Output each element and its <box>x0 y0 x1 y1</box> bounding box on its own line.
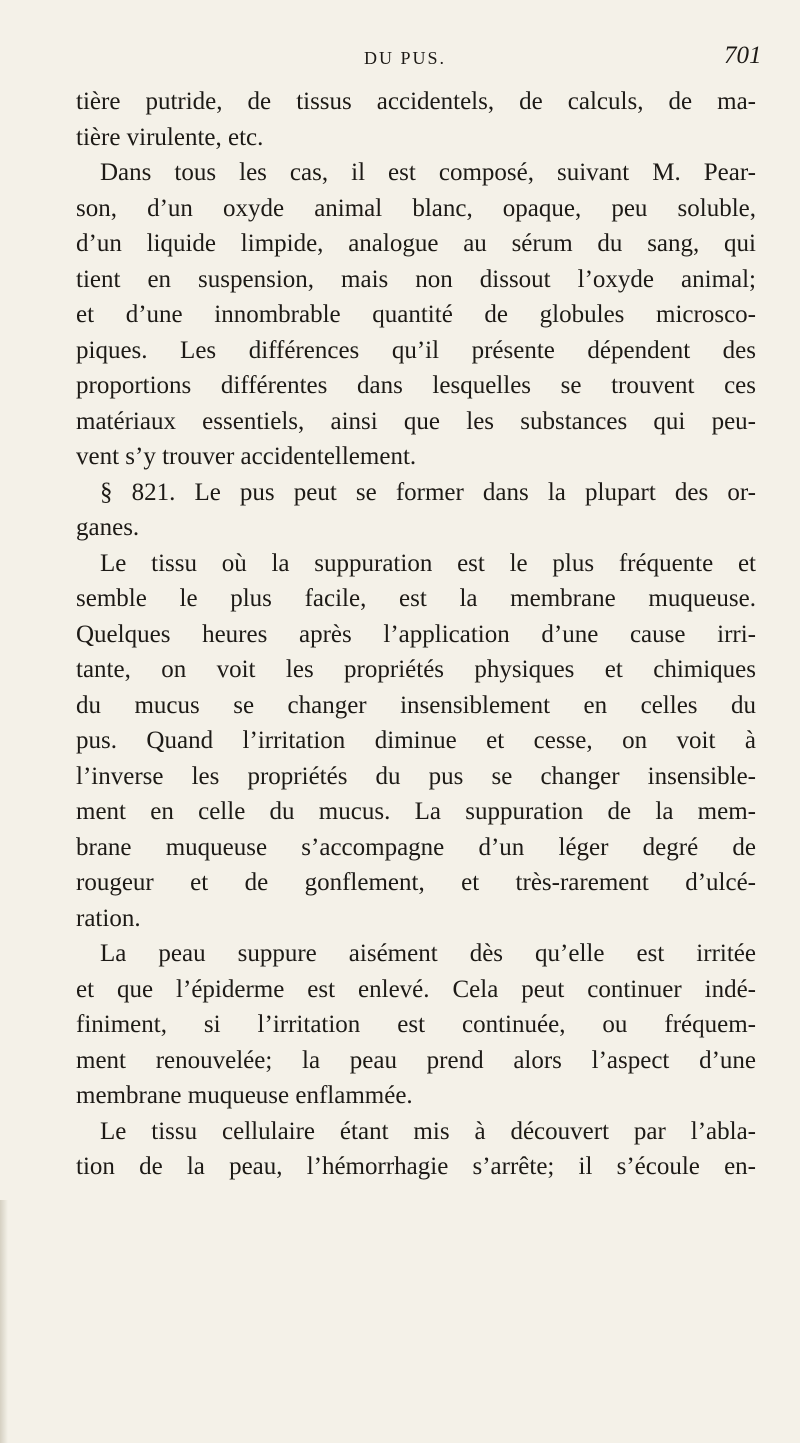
text-line: d’un liquide limpide, analogue au sérum du sang, qui <box>76 230 756 257</box>
text-line: tient en suspension, mais non dissout l’oxyde animal; <box>76 265 756 293</box>
running-title: DU PUS. <box>364 48 447 68</box>
text-line: Le tissu cellulaire étant mis à découvert par l’abla- <box>100 1117 756 1145</box>
text-line: son, d’un oxyde animal blanc, opaque, peu soluble, <box>76 194 756 222</box>
text-line: § 821. Le pus peut se former dans la plupart des or- <box>100 478 756 506</box>
text-line: du mucus se changer insensiblement en celles du <box>76 691 756 719</box>
body-text <box>76 84 756 1185</box>
text-line: et que l’épiderme est enlevé. Cela peut continuer indé- <box>76 975 756 1003</box>
text-line: membrane muqueuse enflammée. <box>76 1082 413 1109</box>
text-line: tion de la peau, l’hémorrhagie s’arrête; il s’écoule en- <box>76 1153 756 1180</box>
text-line: Dans tous les cas, il est composé, suivant M. Pear- <box>100 159 756 186</box>
text-line: et d’une innombrable quantité de globules microsco- <box>76 301 756 328</box>
text-line: tante, on voit les propriétés physiques et chimiques <box>76 656 756 683</box>
text-line: brane muqueuse s’accompagne d’un léger degré de <box>76 833 756 861</box>
text-line: Quelques heures après l’application d’une cause irri- <box>76 620 756 648</box>
text-line: ment en celle du mucus. La suppuration de la mem- <box>76 798 756 825</box>
text-line: ment renouvelée; la peau prend alors l’aspect d’une <box>76 1046 756 1074</box>
text-line: tière putride, de tissus accidentels, de calculs, de ma- <box>76 88 756 115</box>
text-line: l’inverse les propriétés du pus se changer insensible- <box>76 762 756 790</box>
text-line: pus. Quand l’irritation diminue et cesse, on voit à <box>76 727 756 754</box>
text-line: ganes. <box>76 514 140 541</box>
text-line: tière virulente, etc. <box>76 123 264 151</box>
text-line: Le tissu où la suppuration est le plus fréquente et <box>100 549 756 577</box>
text-line: proportions différentes dans lesquelles se trouvent ces <box>76 372 756 399</box>
running-head <box>0 40 800 80</box>
text-line: piques. Les différences qu’il présente dépendent des <box>76 336 756 364</box>
text-line: semble le plus facile, est la membrane muqueuse. <box>76 585 756 612</box>
text-line: La peau suppure aisément dès qu’elle est irritée <box>100 940 756 967</box>
text-line: rougeur et de gonflement, et très-rarement d’ulcé- <box>76 869 756 896</box>
binding-edge-shadow <box>0 1200 8 1443</box>
page-number: 701 <box>724 42 762 69</box>
text-line: vent s’y trouver accidentellement. <box>76 443 417 470</box>
text-line: matériaux essentiels, ainsi que les substances qui peu- <box>76 407 756 435</box>
text-line: finiment, si l’irritation est continuée, ou fréquem- <box>76 1011 756 1038</box>
text-line: ration. <box>76 904 141 932</box>
